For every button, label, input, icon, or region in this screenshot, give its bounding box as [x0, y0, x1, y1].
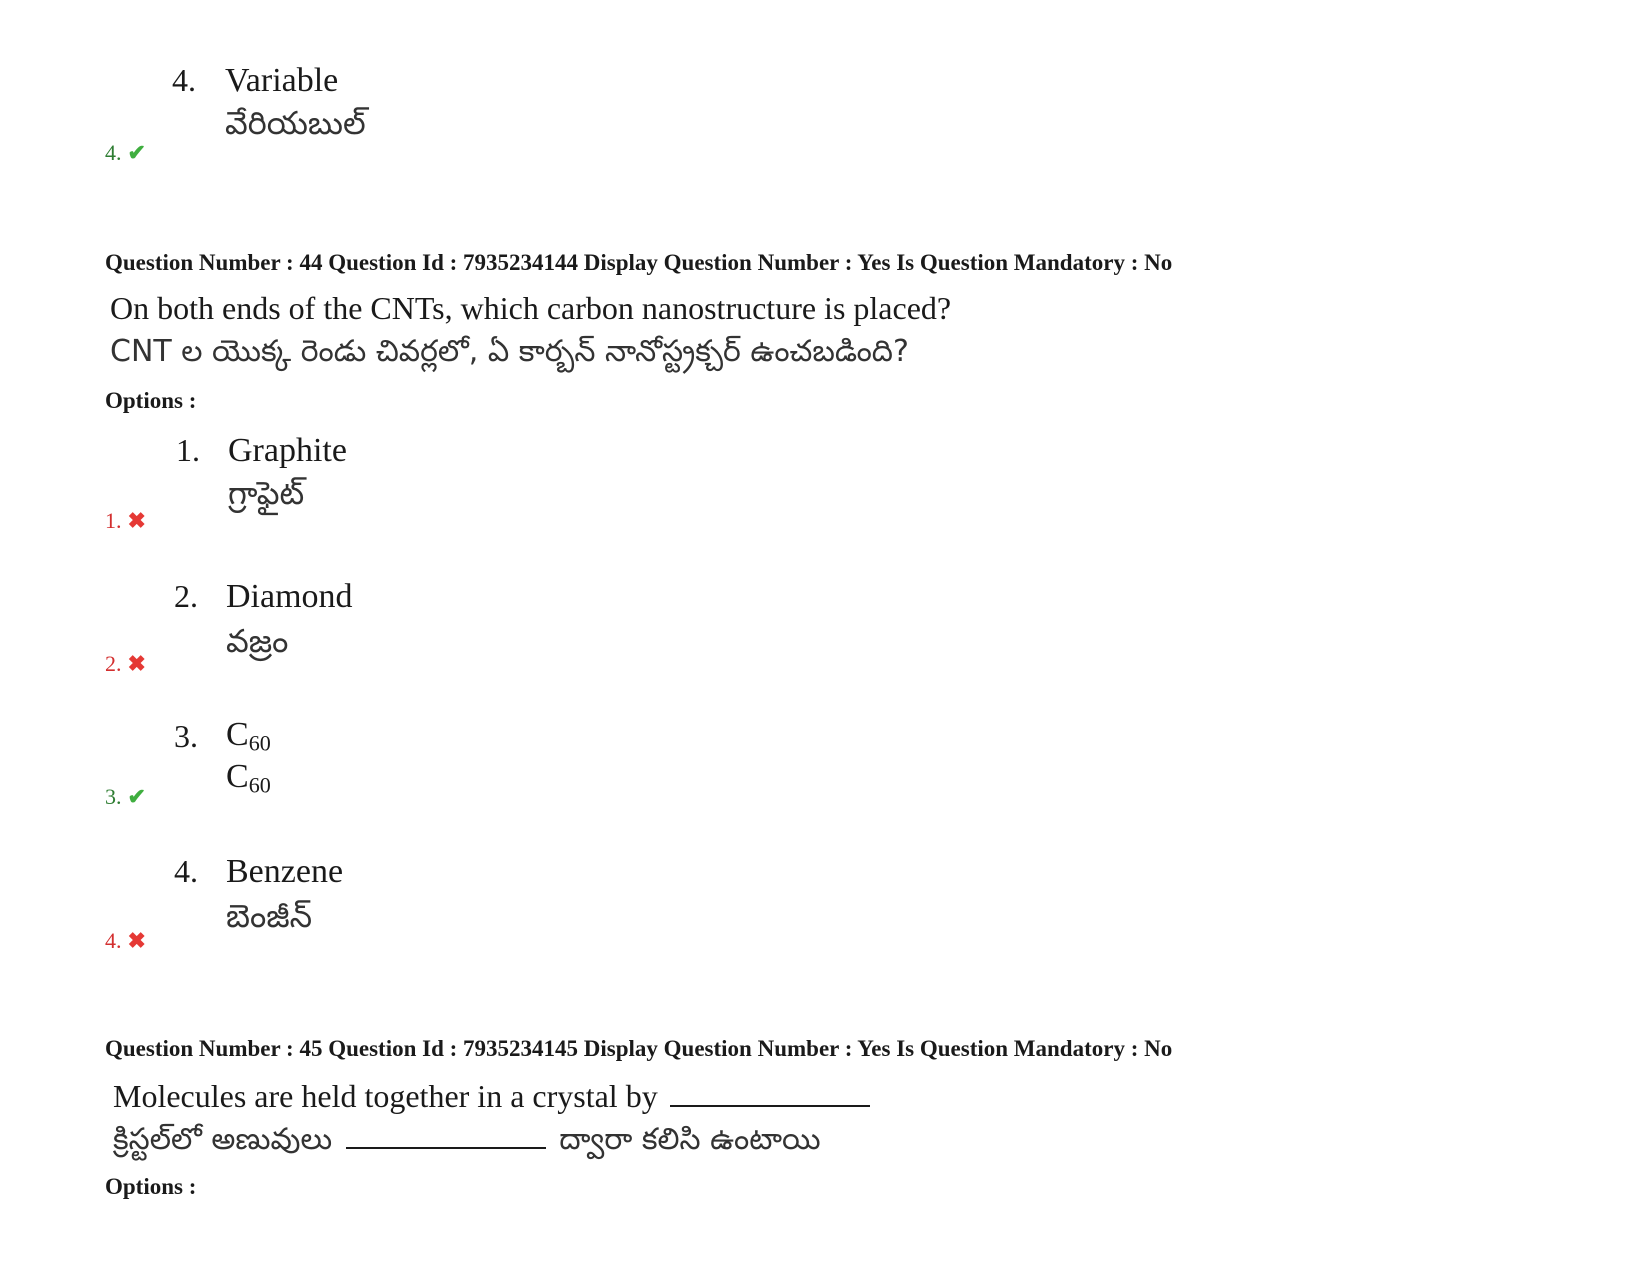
- answer-blank: [346, 1146, 546, 1149]
- option-text-english: Diamond: [226, 578, 353, 615]
- option-text-telugu: వేరియబుల్: [225, 104, 366, 142]
- option-marker-number: 2.: [105, 651, 122, 676]
- question-text-english: [113, 1078, 874, 1115]
- option-number: 2.: [174, 578, 198, 614]
- options-label: Options :: [105, 388, 197, 413]
- option-marker-number: 4.: [105, 140, 122, 165]
- question-text-english: On both ends of the CNTs, which carbon nanostructure is placed?: [110, 290, 952, 326]
- question-text-telugu: [113, 1122, 821, 1164]
- option-text-telugu: వజ్రం: [226, 622, 289, 660]
- option-text-english: Variable: [225, 62, 339, 99]
- option-text-english: Graphite: [228, 432, 347, 469]
- option-text-subscript: 60: [248, 730, 271, 756]
- option-text-telugu: గ్రాఫైట్: [228, 474, 305, 512]
- option-text-main: C: [226, 758, 249, 795]
- option-text-telugu: [226, 758, 271, 799]
- option-marker-number: 1.: [105, 508, 122, 533]
- check-icon: ✔: [127, 784, 146, 809]
- option-marker-number: 4.: [105, 928, 122, 953]
- option-marker: [105, 651, 146, 677]
- question-text-part: క్రిస్టల్‌లో అణువులు: [113, 1122, 333, 1157]
- options-label: Options :: [105, 1174, 197, 1199]
- cross-icon: ✖: [127, 928, 146, 953]
- option-marker: [105, 140, 146, 166]
- option-number: 1.: [176, 432, 200, 468]
- question-text-part: ద్వారా కలిసి ఉంటాయి: [559, 1122, 821, 1157]
- option-text-telugu: బెంజీన్: [226, 897, 313, 935]
- option-number: 4.: [174, 853, 198, 889]
- option-text-english: Benzene: [226, 853, 344, 890]
- option-text-english: [226, 716, 271, 757]
- cross-icon: ✖: [127, 651, 146, 676]
- question-text-telugu: CNT ల యొక్క రెండు చివర్లలో, ఏ కార్బన్ నానోస్ట్రక్చర్ ఉంచబడింది?: [110, 334, 909, 369]
- question-text-main: Molecules are held together in a crystal by: [113, 1078, 658, 1114]
- option-marker-number: 3.: [105, 784, 122, 809]
- option-text-subscript: 60: [248, 772, 271, 798]
- cross-icon: ✖: [127, 508, 146, 533]
- check-icon: ✔: [127, 140, 146, 165]
- answer-blank: [670, 1104, 870, 1107]
- option-text-main: C: [226, 716, 249, 753]
- option-marker: [105, 508, 146, 534]
- option-marker: [105, 928, 146, 954]
- option-marker: [105, 784, 146, 810]
- option-number: 4.: [172, 62, 196, 98]
- question-header: Question Number : 45 Question Id : 7935234145 Display Question Number : Yes Is Question Mandatory : No: [105, 1036, 1173, 1061]
- question-header: Question Number : 44 Question Id : 7935234144 Display Question Number : Yes Is Question Mandatory : No: [105, 250, 1173, 275]
- option-number: 3.: [174, 718, 198, 754]
